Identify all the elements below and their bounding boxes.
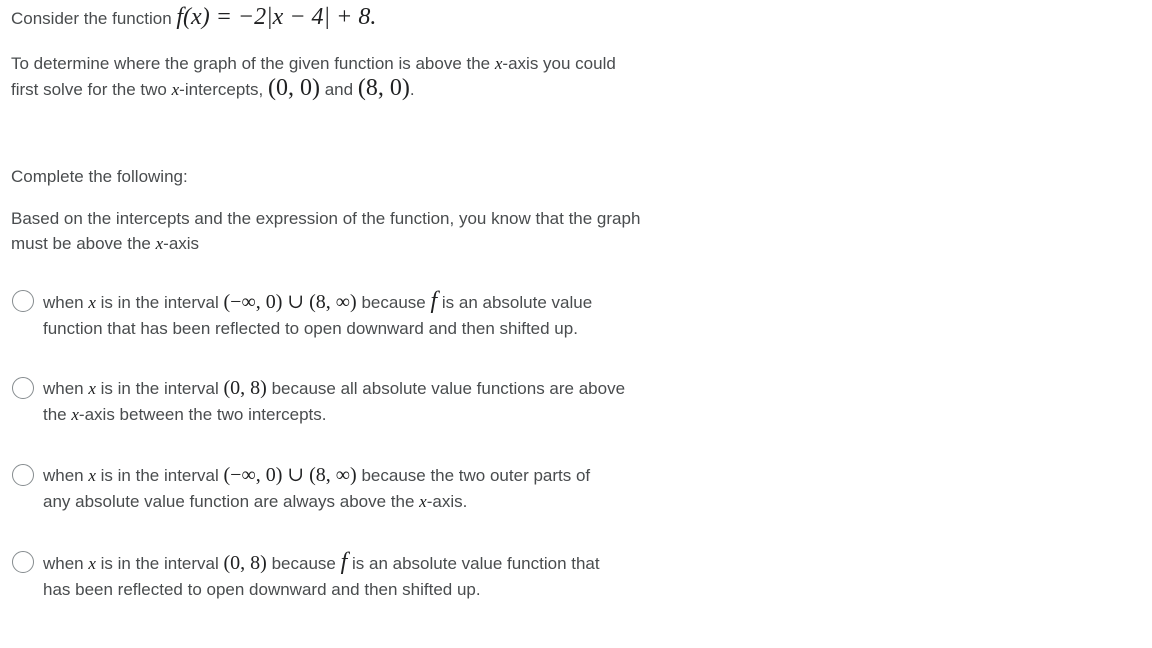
intro-line — [11, 5, 751, 31]
instruction: Complete the following: — [11, 167, 188, 186]
context-line-2: first solve for the two x-intercepts, (0, 0) and (8, 0). — [11, 75, 415, 101]
context-line-1: To determine where the graph of the given function is above the x-axis you could — [11, 54, 616, 73]
intro-prefix: Consider the function — [11, 9, 172, 28]
interval-2: (0, 8) — [223, 377, 267, 399]
question-stem: Based on the intercepts and the expression of the function, you know that the graph must be above the x-axis — [11, 209, 641, 253]
function-expression: f(x) = −2|x − 4| + 8. — [176, 4, 377, 30]
answer-option-1-text: when x is in the interval (−∞, 0) ∪ (8, ∞) because f is an absolute value function that has been reflected to open downward and then shifted up. — [43, 288, 593, 338]
answer-option-2-text: when x is in the interval (0, 8) because all absolute value functions are above the x-axis between the two intercepts. — [43, 377, 626, 424]
answer-option-4-text: when x is in the interval (0, 8) because f is an absolute value function that has been reflected to open downward and then shifted up. — [43, 549, 600, 599]
interval-1: (−∞, 0) ∪ (8, ∞) — [223, 291, 357, 313]
radio-button-1[interactable] — [12, 290, 34, 312]
interval-3: (−∞, 0) ∪ (8, ∞) — [223, 464, 357, 486]
intercept-2: (8, 0) — [357, 75, 410, 101]
radio-button-2[interactable] — [12, 377, 34, 399]
radio-button-4[interactable] — [12, 551, 34, 573]
radio-button-3[interactable] — [12, 464, 34, 486]
answer-option-3-text: when x is in the interval (−∞, 0) ∪ (8, ∞) because the two outer parts of any absolute value function are always above the x-axis. — [43, 464, 591, 511]
interval-4: (0, 8) — [223, 552, 267, 574]
context-paragraph — [11, 51, 751, 102]
intercept-1: (0, 0) — [268, 75, 320, 101]
